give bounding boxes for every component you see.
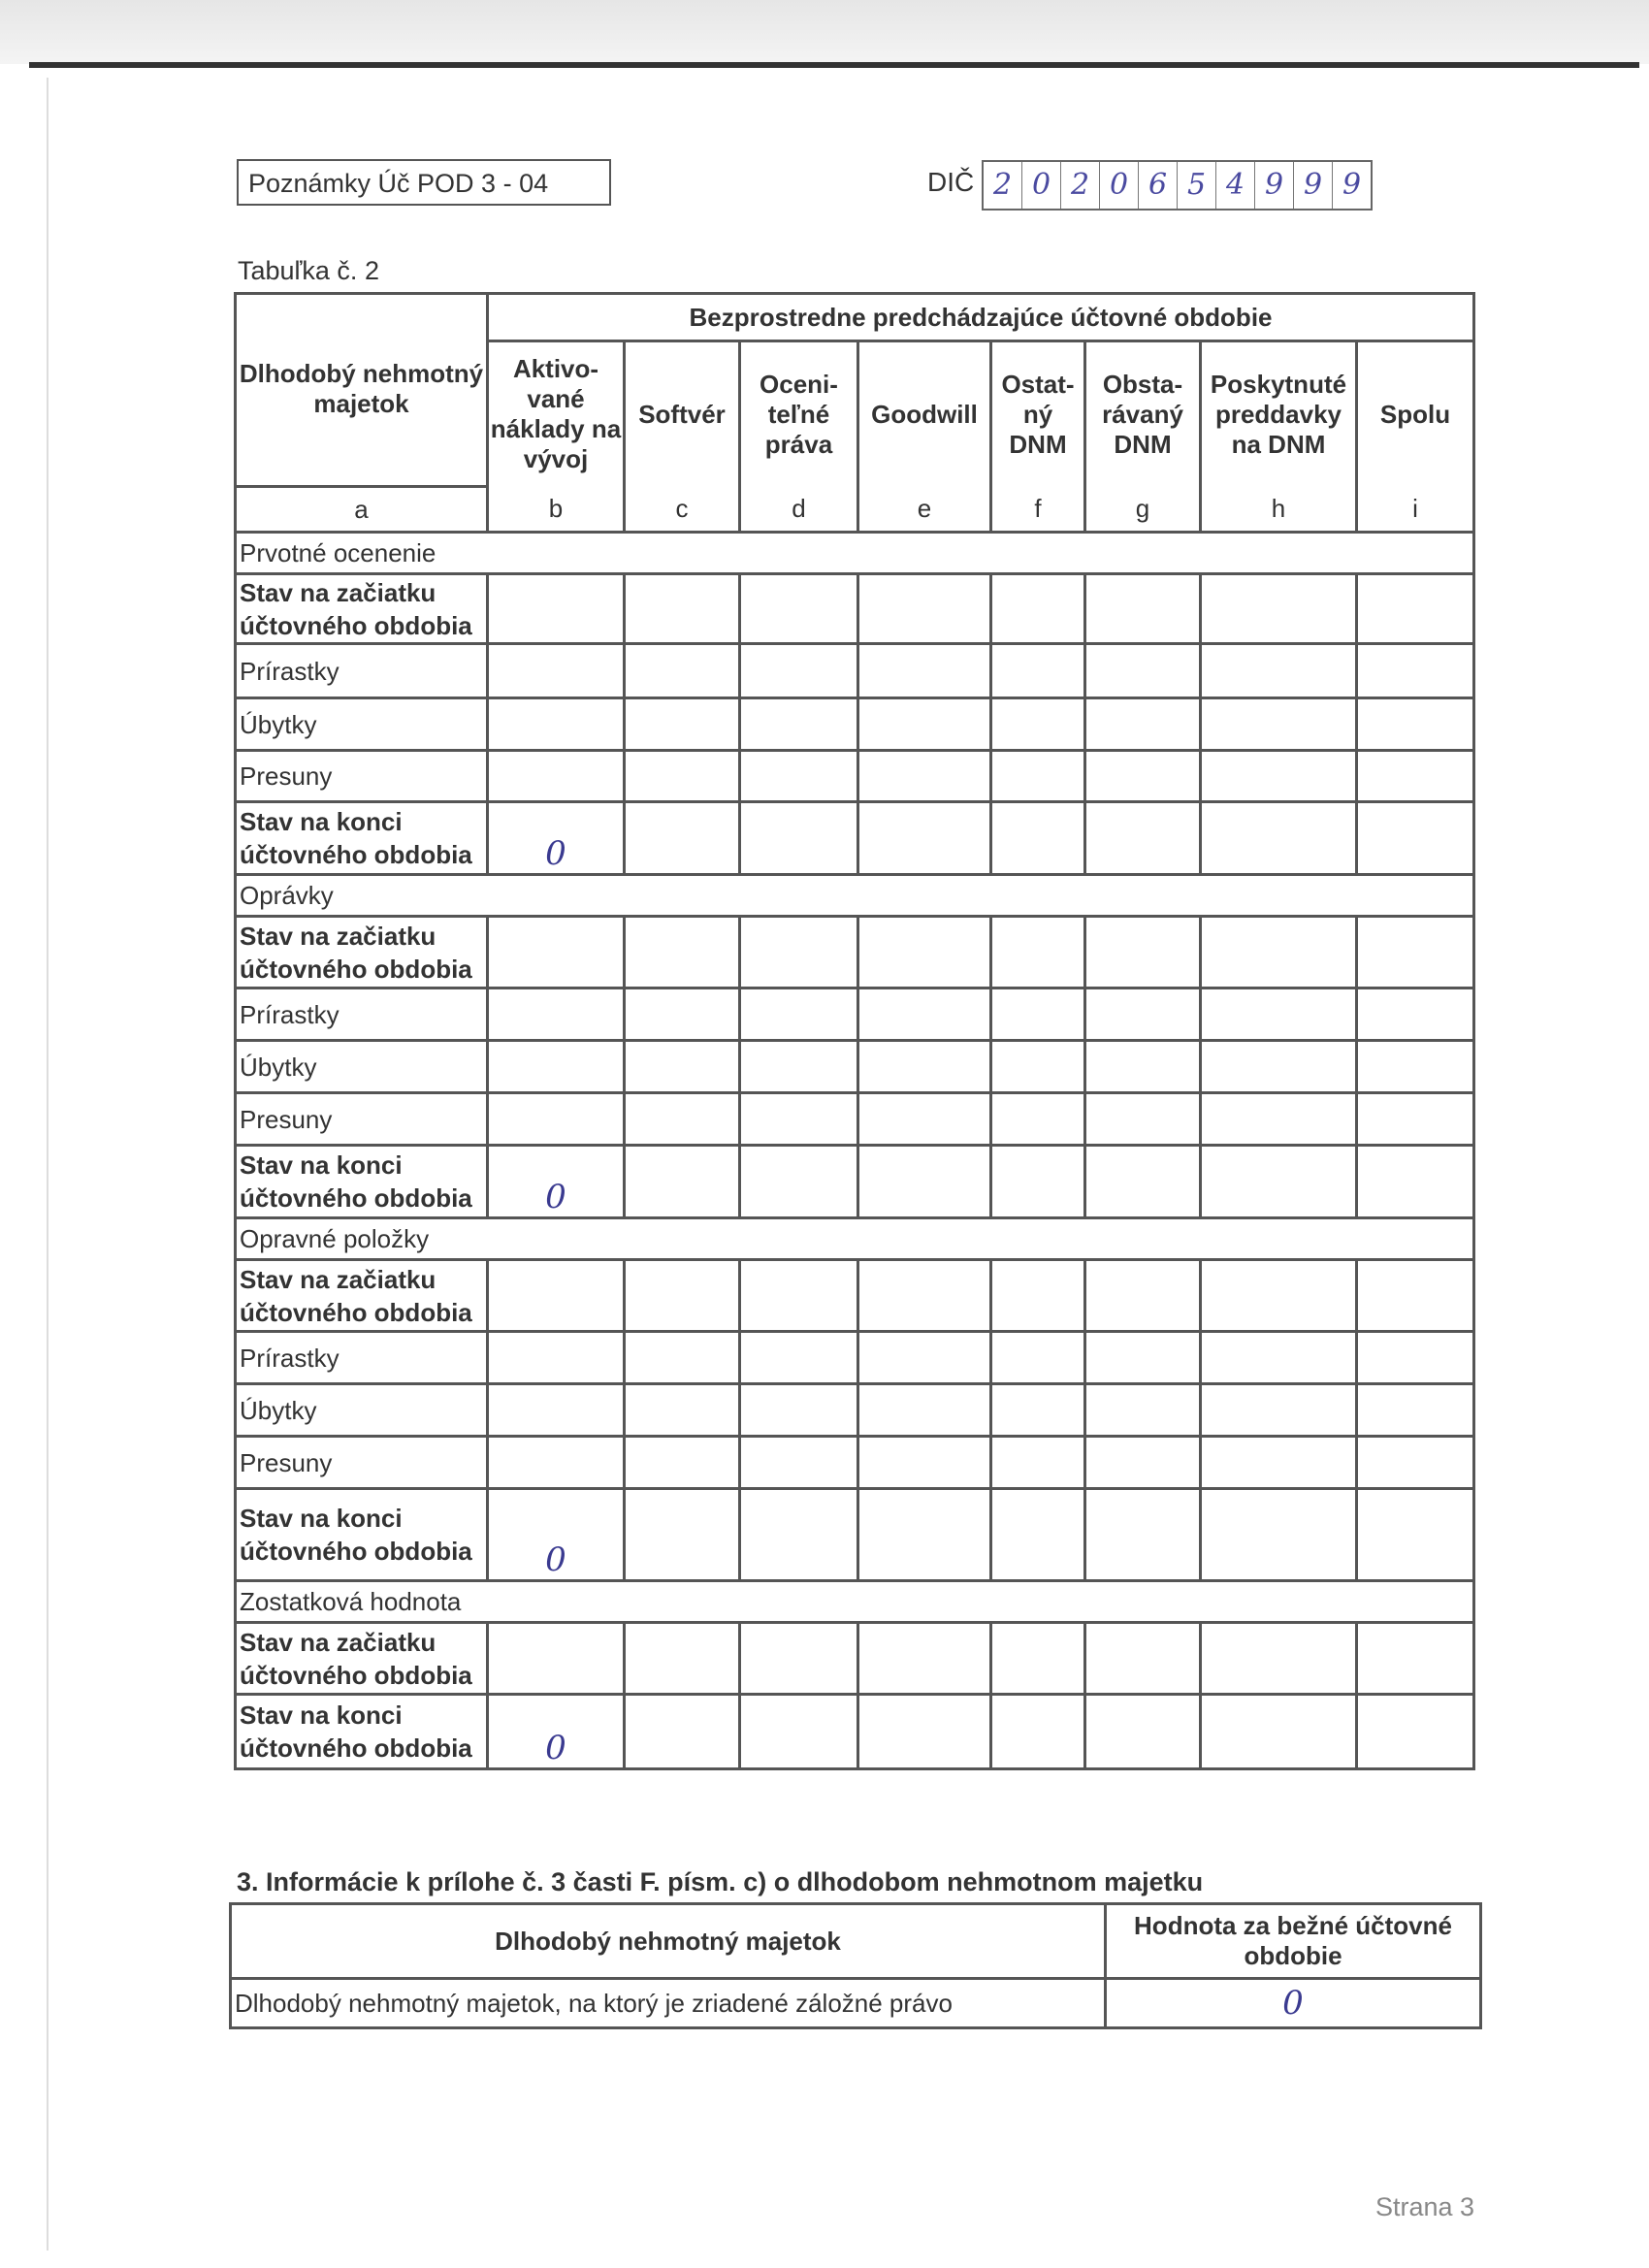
value-cell	[858, 988, 991, 1041]
dic-label: DIČ	[927, 167, 975, 197]
value-cell	[1085, 1489, 1201, 1581]
value-cell	[858, 1041, 991, 1093]
table-row	[236, 1437, 1474, 1489]
value-cell	[1201, 1093, 1357, 1146]
value-cell	[858, 574, 991, 644]
value-cell	[991, 988, 1085, 1041]
table-row	[236, 751, 1474, 802]
intangible-assets-table	[234, 292, 1475, 1770]
section-title: Oprávky	[236, 875, 1474, 917]
value-cell	[740, 644, 858, 698]
row-label: Stav na začiatku účtovného obdobia	[236, 574, 488, 644]
form-code: Poznámky Úč POD 3 - 04	[237, 159, 611, 206]
column-letter: e	[858, 487, 991, 533]
value-cell	[625, 802, 740, 875]
row-label: Presuny	[236, 1093, 488, 1146]
value-cell	[858, 1623, 991, 1695]
dic-digit: 4	[1216, 162, 1255, 209]
value-cell	[858, 1437, 991, 1489]
value-cell-b: 0	[488, 1695, 625, 1769]
value-cell	[1085, 802, 1201, 875]
value-cell	[625, 1695, 740, 1769]
dic-digit: 5	[1178, 162, 1216, 209]
value-cell-b: 0	[488, 1489, 625, 1581]
scan-left-edge	[47, 78, 48, 2251]
value-cell	[1085, 1146, 1201, 1218]
row-label: Prírastky	[236, 644, 488, 698]
value-cell	[740, 1695, 858, 1769]
column-letter: c	[625, 487, 740, 533]
dic-digit: 2	[984, 162, 1022, 209]
column-header: Spolu	[1357, 341, 1474, 487]
value-cell	[625, 1437, 740, 1489]
dic-digit: 9	[1255, 162, 1294, 209]
value-cell	[1357, 1437, 1474, 1489]
row-label: Úbytky	[236, 1384, 488, 1437]
column-header: Softvér	[625, 341, 740, 487]
value-cell	[625, 988, 740, 1041]
column-header: Obsta-rávaný DNM	[1085, 341, 1201, 487]
value-cell	[858, 1260, 991, 1332]
value-cell	[740, 1041, 858, 1093]
table-row	[236, 644, 1474, 698]
value-cell-b	[488, 1332, 625, 1384]
value-cell	[1201, 1489, 1357, 1581]
value-cell	[991, 1041, 1085, 1093]
dic-digit: 9	[1294, 162, 1333, 209]
table-row	[236, 1041, 1474, 1093]
value-cell-b: 0	[488, 1146, 625, 1218]
value-cell	[1201, 574, 1357, 644]
row-label: Stav na začiatku účtovného obdobia	[236, 917, 488, 988]
value-cell-b	[488, 1041, 625, 1093]
value-cell	[991, 1332, 1085, 1384]
row-label: Stav na začiatku účtovného obdobia	[236, 1260, 488, 1332]
value-cell	[1085, 1384, 1201, 1437]
column-letter: h	[1201, 487, 1357, 533]
value-cell	[1201, 751, 1357, 802]
value-cell	[740, 917, 858, 988]
value-cell	[1201, 802, 1357, 875]
value-cell	[1357, 574, 1474, 644]
column-letter: g	[1085, 487, 1201, 533]
value-cell-b	[488, 1384, 625, 1437]
value-cell	[1357, 1489, 1474, 1581]
row-label: Stav na začiatku účtovného obdobia	[236, 1623, 488, 1695]
row-label: Stav na konci účtovného obdobia	[236, 1146, 488, 1218]
value-cell	[991, 1695, 1085, 1769]
value-cell	[1201, 644, 1357, 698]
value-cell	[1085, 1041, 1201, 1093]
section-title: Prvotné ocenenie	[236, 533, 1474, 574]
value-cell-b	[488, 1093, 625, 1146]
value-cell	[1201, 1260, 1357, 1332]
value-cell	[1357, 1041, 1474, 1093]
section-title: Zostatková hodnota	[236, 1581, 1474, 1623]
value-cell-b	[488, 751, 625, 802]
dic-field	[982, 160, 1373, 211]
value-cell	[991, 751, 1085, 802]
row-label: Stav na konci účtovného obdobia	[236, 802, 488, 875]
dic-digit: 9	[1342, 168, 1362, 202]
value-cell	[858, 698, 991, 751]
value-cell-b	[488, 574, 625, 644]
value-cell	[625, 1041, 740, 1093]
pledge-col-asset: Dlhodobý nehmotný majetok	[231, 1904, 1106, 1979]
value-cell	[991, 917, 1085, 988]
value-cell	[1085, 751, 1201, 802]
value-cell	[740, 988, 858, 1041]
value-cell	[740, 1332, 858, 1384]
value-cell	[991, 1146, 1085, 1218]
table-row	[236, 698, 1474, 751]
column-letter: d	[740, 487, 858, 533]
value-cell	[1201, 1384, 1357, 1437]
value-cell	[858, 802, 991, 875]
value-cell-b	[488, 698, 625, 751]
value-cell	[858, 917, 991, 988]
value-cell	[625, 1260, 740, 1332]
row-label: Úbytky	[236, 1041, 488, 1093]
table-row	[236, 988, 1474, 1041]
value-cell	[991, 1623, 1085, 1695]
value-cell	[1201, 917, 1357, 988]
scan-margin	[0, 0, 1649, 64]
value-cell	[991, 802, 1085, 875]
table-row	[236, 1489, 1474, 1581]
value-cell	[1085, 1437, 1201, 1489]
value-cell	[991, 1489, 1085, 1581]
value-cell	[1357, 802, 1474, 875]
value-cell	[1085, 644, 1201, 698]
section-row	[236, 533, 1474, 574]
table-row	[236, 1093, 1474, 1146]
row-header: Dlhodobý nehmotný majetok	[239, 359, 484, 418]
value-cell	[740, 802, 858, 875]
value-cell	[991, 1384, 1085, 1437]
value-cell	[625, 574, 740, 644]
page-number: Strana 3	[1375, 2192, 1475, 2221]
value-cell	[1357, 644, 1474, 698]
value-cell	[1085, 1695, 1201, 1769]
value-cell-b	[488, 988, 625, 1041]
value-cell	[1085, 1623, 1201, 1695]
value-cell	[858, 751, 991, 802]
value-cell-b: 0	[488, 802, 625, 875]
value-cell	[991, 1260, 1085, 1332]
table-row	[236, 574, 1474, 644]
value-cell	[991, 644, 1085, 698]
value-cell	[858, 1093, 991, 1146]
section-3-heading: 3. Informácie k prílohe č. 3 časti F. písm. c) o dlhodobom nehmotnom majetku	[237, 1867, 1204, 1896]
column-letter: a	[236, 487, 488, 533]
value-cell	[740, 1437, 858, 1489]
table-row	[236, 1623, 1474, 1695]
value-cell	[625, 1146, 740, 1218]
value-cell	[858, 1146, 991, 1218]
value-cell-b	[488, 1260, 625, 1332]
value-cell	[1357, 1623, 1474, 1695]
section-row	[236, 1581, 1474, 1623]
dic-digit: 6	[1139, 162, 1178, 209]
value-cell	[1357, 698, 1474, 751]
row-header-cell	[236, 294, 488, 487]
value-cell	[1085, 1332, 1201, 1384]
row-label: Stav na konci účtovného obdobia	[236, 1695, 488, 1769]
value-cell	[1201, 1332, 1357, 1384]
pledge-row-value: 0	[1106, 1979, 1481, 2028]
column-letter: b	[488, 487, 625, 533]
column-header: Goodwill	[858, 341, 991, 487]
value-cell	[625, 644, 740, 698]
scan-edge-line	[29, 62, 1639, 68]
column-header: Ostat-ný DNM	[991, 341, 1085, 487]
column-header: Aktivo-vané náklady na vývoj	[488, 341, 625, 487]
table-row	[236, 1695, 1474, 1769]
value-cell	[1085, 574, 1201, 644]
period-header: Bezprostredne predchádzajúce účtovné obdobie	[488, 294, 1474, 341]
column-letter: f	[991, 487, 1085, 533]
table-row	[236, 802, 1474, 875]
value-cell	[740, 574, 858, 644]
value-cell-b	[488, 644, 625, 698]
value-cell	[740, 698, 858, 751]
value-cell	[625, 698, 740, 751]
value-cell	[991, 1093, 1085, 1146]
value-cell	[1085, 917, 1201, 988]
value-cell	[991, 1437, 1085, 1489]
value-cell	[625, 1623, 740, 1695]
value-cell	[1201, 1146, 1357, 1218]
column-header: Poskytnuté preddavky na DNM	[1201, 341, 1357, 487]
row-label: Presuny	[236, 1437, 488, 1489]
dic-digit: 0	[1100, 162, 1139, 209]
value-cell	[991, 574, 1085, 644]
value-cell	[1201, 1623, 1357, 1695]
value-cell	[1357, 1695, 1474, 1769]
value-cell-b	[488, 1623, 625, 1695]
section-title: Opravné položky	[236, 1218, 1474, 1260]
value-cell	[1357, 1146, 1474, 1218]
value-cell	[858, 644, 991, 698]
value-cell	[858, 1489, 991, 1581]
row-label: Úbytky	[236, 698, 488, 751]
table-row	[236, 1332, 1474, 1384]
value-cell	[858, 1332, 991, 1384]
value-cell	[1085, 988, 1201, 1041]
row-label: Presuny	[236, 751, 488, 802]
value-cell	[1357, 1384, 1474, 1437]
value-cell	[1357, 751, 1474, 802]
value-cell	[625, 1093, 740, 1146]
section-row	[236, 875, 1474, 917]
value-cell	[740, 1260, 858, 1332]
value-cell	[858, 1384, 991, 1437]
value-cell	[1201, 988, 1357, 1041]
value-cell	[625, 917, 740, 988]
row-label: Stav na konci účtovného obdobia	[236, 1489, 488, 1581]
table-row	[236, 1146, 1474, 1218]
value-cell	[1085, 698, 1201, 751]
pledge-row-label: Dlhodobý nehmotný majetok, na ktorý je zriadené záložné právo	[231, 1979, 1106, 2028]
value-cell	[1085, 1093, 1201, 1146]
value-cell	[625, 1332, 740, 1384]
value-cell-b	[488, 1437, 625, 1489]
value-cell-b	[488, 917, 625, 988]
value-cell	[1201, 1041, 1357, 1093]
dic-digit: 2	[1061, 162, 1100, 209]
value-cell	[625, 1384, 740, 1437]
value-cell	[1201, 698, 1357, 751]
pledge-table	[229, 1902, 1482, 2029]
value-cell	[740, 1623, 858, 1695]
value-cell	[1201, 1437, 1357, 1489]
table-row	[236, 917, 1474, 988]
value-cell	[858, 1695, 991, 1769]
value-cell	[740, 1093, 858, 1146]
row-label: Prírastky	[236, 988, 488, 1041]
value-cell	[1357, 1260, 1474, 1332]
value-cell	[740, 1489, 858, 1581]
table-title: Tabuľka č. 2	[238, 256, 379, 285]
column-letter: i	[1357, 487, 1474, 533]
value-cell	[740, 1146, 858, 1218]
value-cell	[991, 698, 1085, 751]
value-cell	[1201, 1695, 1357, 1769]
column-header: Oceni-teľné práva	[740, 341, 858, 487]
value-cell	[625, 1489, 740, 1581]
value-cell	[625, 751, 740, 802]
value-cell	[1357, 1093, 1474, 1146]
table-row	[236, 1384, 1474, 1437]
value-cell	[740, 751, 858, 802]
pledge-col-value: Hodnota za bežné účtovné obdobie	[1106, 1904, 1481, 1979]
dic-digit: 0	[1022, 162, 1061, 209]
value-cell	[1357, 1332, 1474, 1384]
section-row	[236, 1218, 1474, 1260]
value-cell	[1357, 917, 1474, 988]
row-label: Prírastky	[236, 1332, 488, 1384]
value-cell	[1357, 988, 1474, 1041]
table-row	[236, 1260, 1474, 1332]
value-cell	[1085, 1260, 1201, 1332]
value-cell	[740, 1384, 858, 1437]
